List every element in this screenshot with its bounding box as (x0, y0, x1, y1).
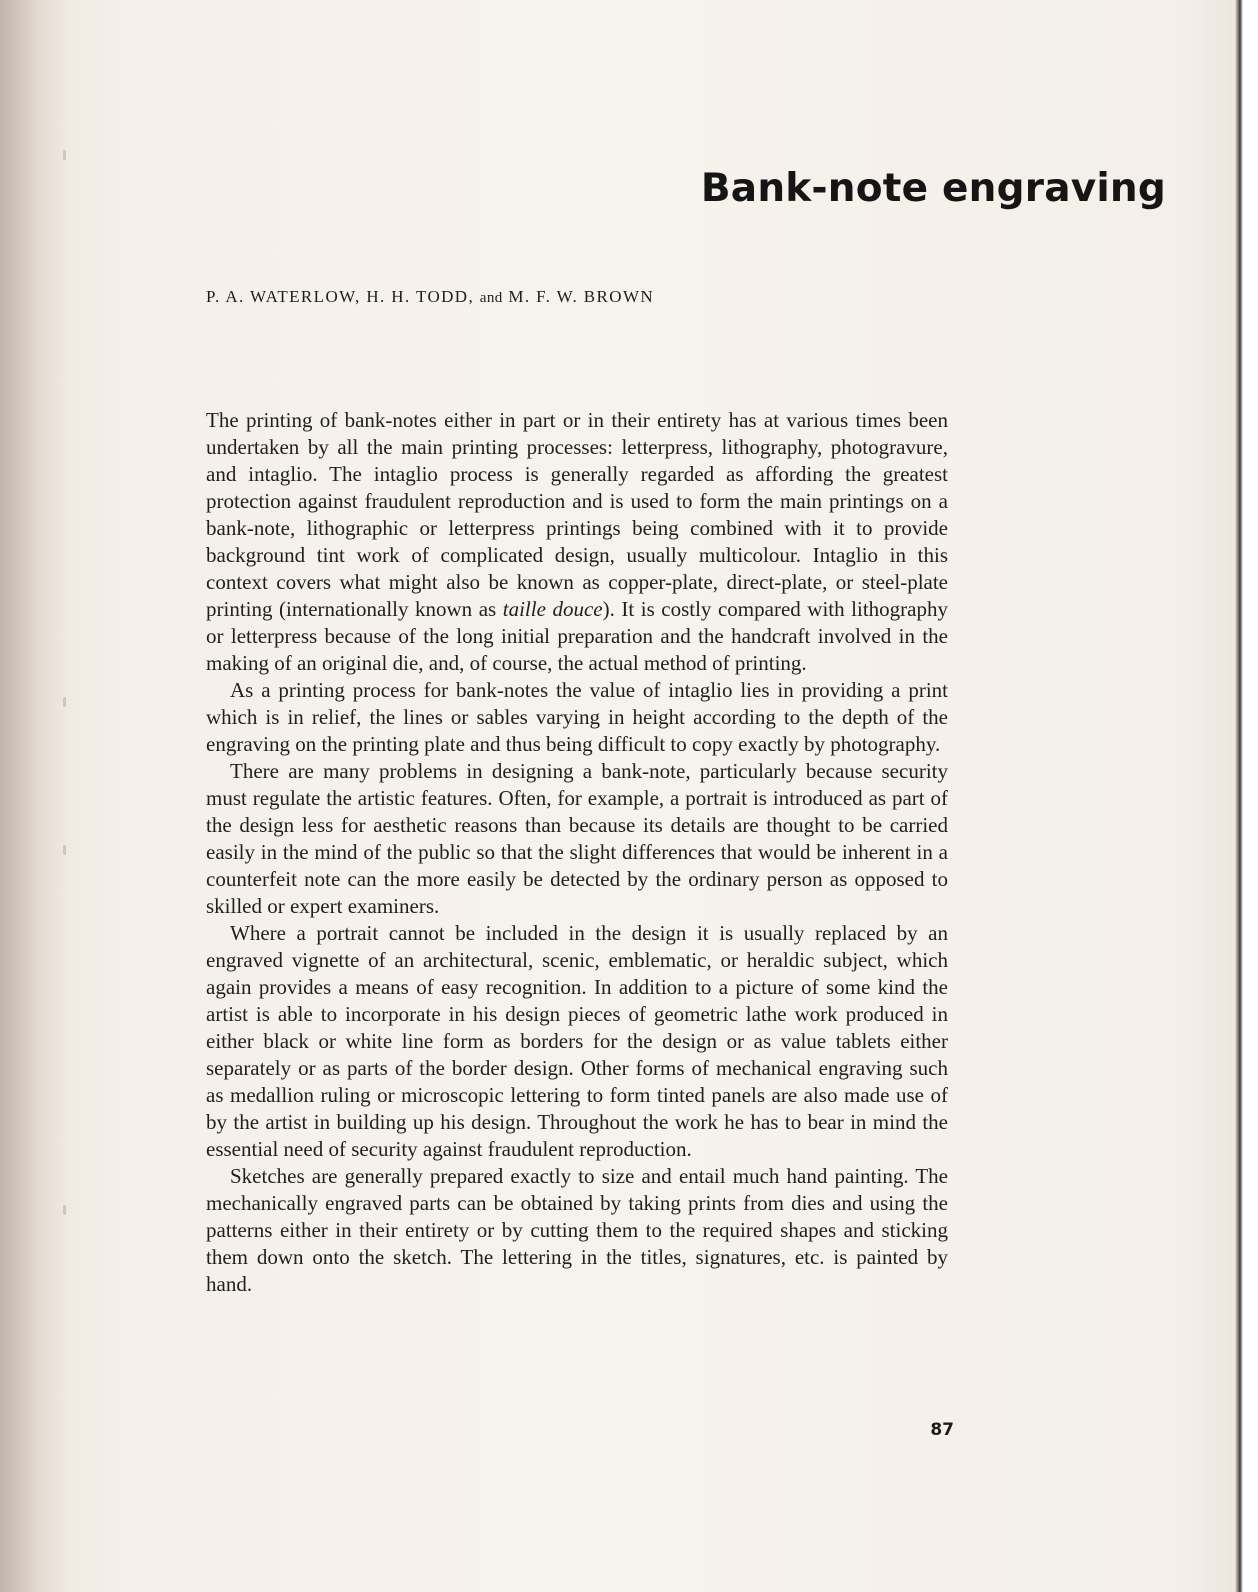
body-paragraph: As a printing process for bank-notes the value of intaglio lies in providing a print which is in relief, the lines or sables varying in height according to the depth of the engraving on the printing plate and thus being difficult to copy exactly by photography. (206, 678, 948, 756)
binding-stitch (63, 1205, 66, 1215)
article-authors (206, 287, 654, 307)
binding-stitch (63, 845, 66, 855)
body-paragraph: Sketches are generally prepared exactly to size and entail much hand painting. The mechanically engraved parts can be obtained by taking prints from dies and using the patterns either in their entirety or by cutting them to the required shapes and sticking them down onto the sketch. The lettering in the titles, signatures, etc. is painted by hand. (206, 1164, 948, 1296)
author-name: P. A. WATERLOW, (206, 287, 361, 306)
page-number: 87 (930, 1420, 954, 1440)
authors-conjunction: and (479, 290, 503, 306)
body-paragraph: There are many problems in designing a bank-note, particularly because security must regulate the artistic features. Often, for example, a portrait is introduced as part of the design less for aesthetic reasons than because its details are thought to be carried easily in the mind of the public so that the slight differences that would be inherent in a counterfeit note can the more easily be detected by the ordinary person as opposed to skilled or expert examiners. (206, 759, 948, 918)
article-body (206, 407, 948, 1298)
body-paragraph: Where a portrait cannot be included in the design it is usually replaced by an engraved vignette of an architectural, scenic, emblematic, or heraldic subject, which again provides a means of easy recognition. In addition to a picture of some kind the artist is able to incorporate in his design pieces of geometric lathe work produced in either black or white line form as borders for the design or as value tablets either separately or as parts of the border design. Other forms of mechanical engraving such as medallion ruling or microscopic lettering to form tinted panels are also made use of by the artist in building up his design. Throughout the work he has to bear in mind the essential need of security against fraudulent reproduction. (206, 921, 948, 1161)
article-title: Bank-note engraving (700, 166, 1166, 211)
binding-stitch (63, 697, 66, 707)
binding-stitch (63, 150, 66, 160)
author-name: H. H. TODD, (366, 287, 475, 306)
author-name: M. F. W. BROWN (508, 287, 655, 306)
page-gutter-shadow (0, 0, 70, 1592)
italic-term: taille douce (502, 597, 603, 621)
body-paragraph: The printing of bank-notes either in part or in their entirety has at various times been undertaken by all the main printing processes: letterpress, lithography, photogravure, and intaglio. The intaglio process is generally regarded as affording the greatest protection against fraudulent reproduction and is used to form the main printings on a bank-note, lithographic or letterpress printings being combined with it to provide background tint work of complicated design, usually multicolour. Intaglio in this context covers what might also be known as copper-plate, direct-plate, or steel-plate printing (internationally known as taille douce). It is costly compared with lithography or letterpress because of the long initial preparation and the handcraft involved in the making of an original die, and, of course, the actual method of printing. (206, 408, 948, 675)
